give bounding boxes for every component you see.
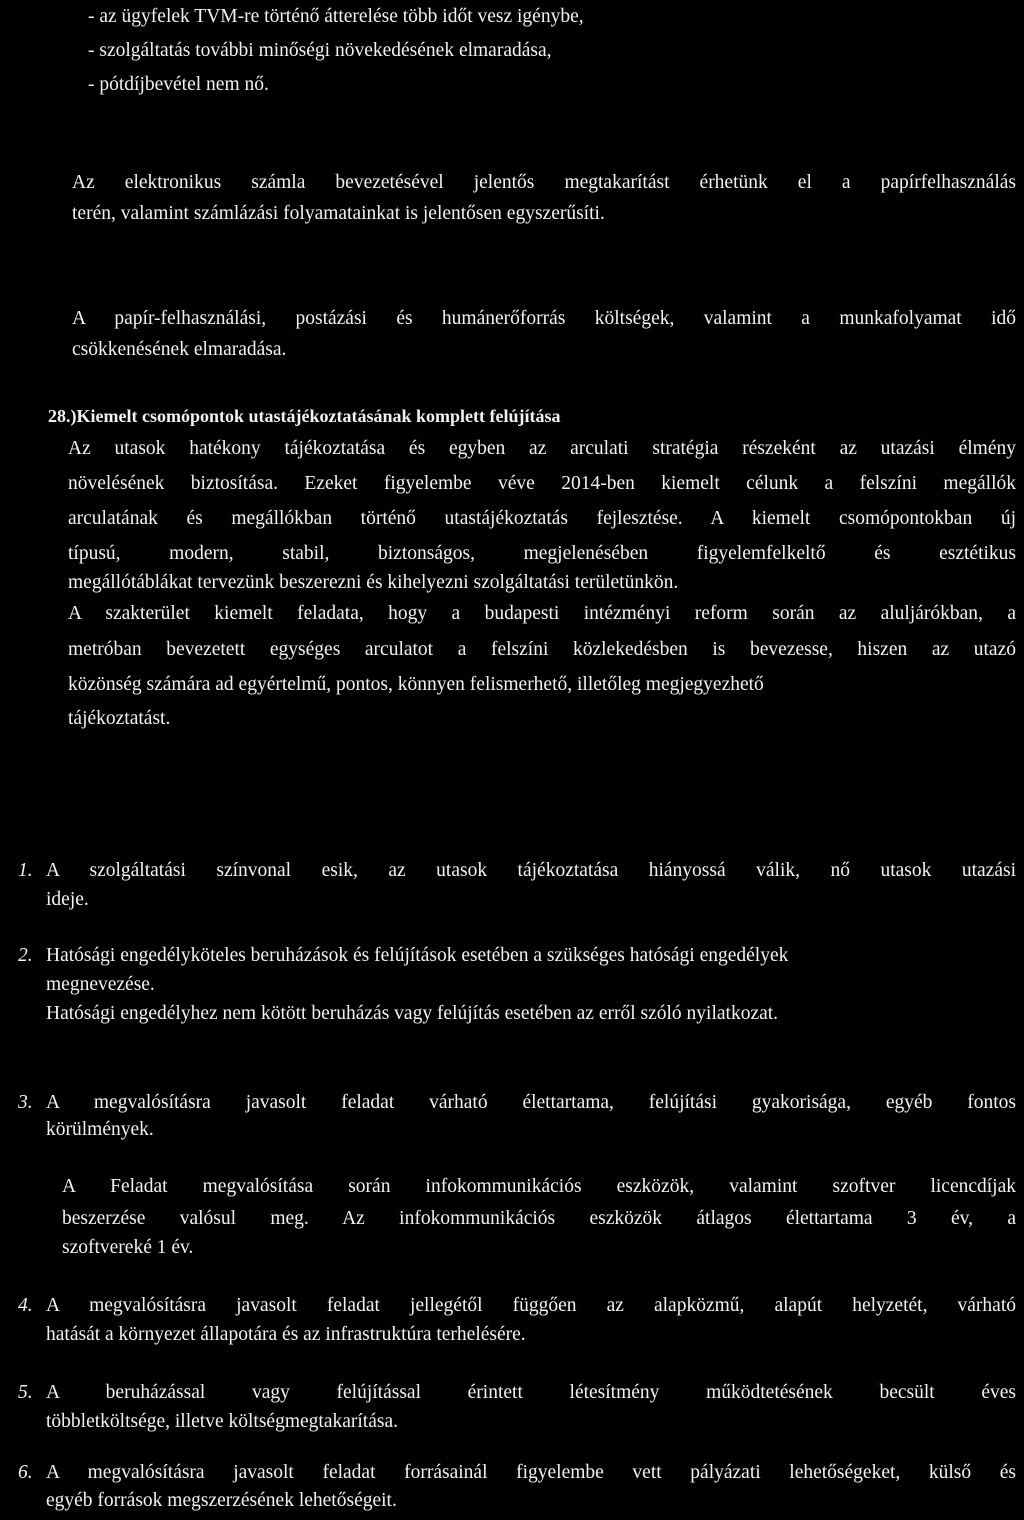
- list-number: 4.: [18, 1295, 33, 1316]
- paragraph-line: A papír-felhasználási, postázási és humánerőforrás költségek, valamint a munkafolyamat idő: [72, 308, 1016, 329]
- paragraph-line: terén, valamint számlázási folyamatainkat is jelentősen egyszerűsíti.: [72, 203, 605, 224]
- answer-line: beszerzése valósul meg. Az infokommunikációs eszközök átlagos élettartama 3 év, a: [62, 1208, 1016, 1229]
- list-item-line: Hatósági engedélyköteles beruházások és felújítások esetében a szükséges hatósági engedélyek: [46, 945, 789, 966]
- list-item-line: Hatósági engedélyhez nem kötött beruházás vagy felújítás esetében az erről szóló nyilatkozat.: [46, 1003, 779, 1024]
- top-list-item: - pótdíjbevétel nem nő.: [88, 74, 269, 95]
- list-item-line: megnevezése.: [46, 974, 155, 995]
- list-item-line: egyéb források megszerzésének lehetőségeit.: [46, 1490, 397, 1511]
- paragraph-line: A szakterület kiemelt feladata, hogy a budapesti intézményi reform során az aluljárókban, a: [68, 603, 1016, 624]
- list-item-line: ideje.: [46, 889, 89, 910]
- list-number: 3.: [18, 1092, 33, 1113]
- answer-line: szoftvereké 1 év.: [62, 1237, 194, 1258]
- paragraph-line: arculatának és megállókban történő utastájékoztatás fejlesztése. A kiemelt csomópontokban új: [68, 508, 1016, 529]
- list-item-line: hatását a környezet állapotára és az infrastruktúra terhelésére.: [46, 1324, 526, 1345]
- list-number: 5.: [18, 1382, 33, 1403]
- top-list-item: - szolgáltatás további minőségi növekedésének elmaradása,: [88, 40, 552, 61]
- list-number: 6.: [18, 1462, 33, 1483]
- top-list-item: - az ügyfelek TVM-re történő átterelése több időt vesz igénybe,: [88, 6, 584, 27]
- paragraph-line: csökkenésének elmaradása.: [72, 339, 287, 360]
- paragraph-line: Az utasok hatékony tájékoztatása és egyben az arculati stratégia részeként az utazási élmény: [68, 438, 1016, 459]
- list-item-line: A megvalósításra javasolt feladat forrásainál figyelembe vett pályázati lehetőségeket, külső és: [46, 1462, 1016, 1483]
- list-item-line: A megvalósításra javasolt feladat várható élettartama, felújítási gyakorisága, egyéb fontos: [46, 1092, 1016, 1113]
- section-heading: 28.)Kiemelt csomópontok utastájékoztatásának komplett felújítása: [48, 406, 561, 426]
- list-item-line: többletköltsége, illetve költségmegtakarítása.: [46, 1411, 398, 1432]
- answer-line: A Feladat megvalósítása során infokommunikációs eszközök, valamint szoftver licencdíjak: [62, 1176, 1016, 1197]
- list-item-line: A megvalósításra javasolt feladat jellegétől függően az alapközmű, alapút helyzetét, várható: [46, 1295, 1016, 1316]
- paragraph-line: megállótáblákat tervezünk beszerezni és kihelyezni szolgáltatási területünkön.: [68, 572, 679, 593]
- paragraph-line: tájékoztatást.: [68, 708, 171, 729]
- list-item-line: A beruházással vagy felújítással érintett létesítmény működtetésének becsült éves: [46, 1382, 1016, 1403]
- paragraph-line: típusú, modern, stabil, biztonságos, megjelenésében figyelemfelkeltő és esztétikus: [68, 543, 1016, 564]
- list-number: 1.: [18, 860, 33, 881]
- list-item-line: A szolgáltatási színvonal esik, az utasok tájékoztatása hiányossá válik, nő utasok utazási: [46, 860, 1016, 881]
- paragraph-line: növelésének biztosítása. Ezeket figyelembe véve 2014-ben kiemelt célunk a felszíni megállók: [68, 473, 1016, 494]
- paragraph-line: metróban bevezetett egységes arculatot a felszíni közlekedésben is bevezesse, hiszen az utazó: [68, 639, 1016, 660]
- paragraph-line: Az elektronikus számla bevezetésével jelentős megtakarítást érhetünk el a papírfelhasználás: [72, 172, 1016, 193]
- list-number: 2.: [18, 945, 33, 966]
- list-item-line: körülmények.: [46, 1119, 154, 1140]
- paragraph-line: közönség számára ad egyértelmű, pontos, könnyen felismerhető, illetőleg megjegyezhető: [68, 674, 764, 695]
